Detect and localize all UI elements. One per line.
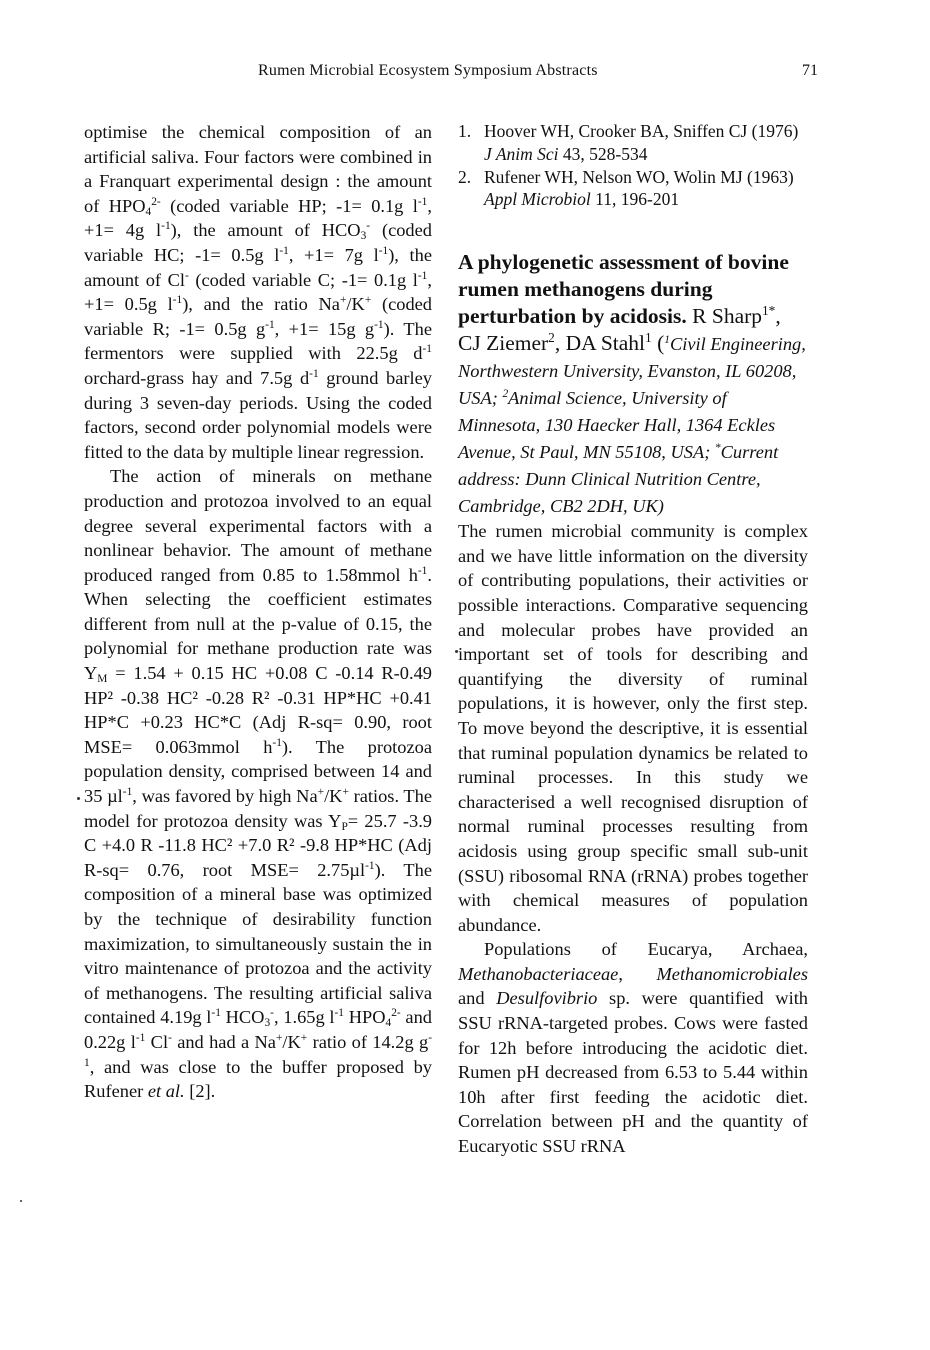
left-column xyxy=(84,120,432,1104)
paragraph-results: The action of minerals on methane production and protozoa involved to an equal degree several experimental factors with a nonlinear behavior. The amount of methane produced ranged from 0.85 to 1.58mmol $h^{-1}$. When selecting the coefficient estimates different from null at the p-value of 0.15, the polynomial for methane production rate was $Y_M = 1.54 + 0.15$ HC +0.08 C -0.14 R-0.49 HP² -0.38 HC² -0.28 R² -0.31 HP*HC +0.41 HP*C +0.23 HC*C (Adj R-sq= 0.90, root MSE= 0.063mmol $h^{-1}$). The protozoa population density, comprised between 14 and 35 µl$^{-1}$, was favored by high Na+/K+ ratios. The model for protozoa density was $Y_P= 25.7$ -3.9 C +4.0 R -11.8 HC² +7.0 R² -9.8 HP*HC (Adj R-sq= 0.76, root MSE= 2.75µl$^{-1}$). The composition of a mineral base was optimized by the technique of desirability function maximization, to simultaneously sustain the in vitro maintenance of protozoa and the activity of methanogens. The resulting artificial saliva contained 4.19g $l^{-1}$ $HCO_3^-$, 1.65g $l^{-1}$ $HPO_4^{2-}$ and 0.22g $l^{-1}$ Cl- and had a Na+/K+ ratio of 14.2g $g^{-1}$, and was close to the buffer proposed by Rufener et al. [2]. xyxy=(84,466,432,1102)
scan-speck xyxy=(455,650,458,653)
abstract-paragraph-intro: The rumen microbial community is complex and we have little information on the diversity of contributing populations, their activities or possible interactions. Comparative sequencing and molecular probes have provided an important set of tools for describing and quantifying the diversity of ruminal populations, it is however, only the first step. To move beyond the descriptive, it is essential that ruminal population dynamics be related to ruminal processes. In this study we characterised a well recognised disruption of normal ruminal processes resulting from acidosis using group specific small sub-unit (SSU) ribosomal RNA (rRNA) probes together with chemical measures of population abundance. xyxy=(458,521,808,935)
article-authors: R Sharp$^{1*}$, CJ Ziemer$^2$, DA Stahl$^1$ ( xyxy=(458,303,781,356)
paragraph-continued: optimise the chemical composition of an artificial saliva. Four factors were combined in a Franquart experimental design : the amount of $HPO_4^{2-}$ (coded variable HP; -1= 0.1g $l^{-1}$, +1= 4g $l^{-1}$), the amount of $HCO_3^-$ (coded variable HC; -1= 0.5g $l^{-1}$, +1= 7g $l^{-1}$), the amount of Cl- (coded variable C; -1= 0.1g $l^{-1}$, +1= 0.5g $l^{-1}$), and the ratio Na+/K+ (coded variable R; -1= 0.5g $g^{-1}$, +1= 15g $g^{-1}$). The fermentors were supplied with 22.5g $d^{-1}$ orchard-grass hay and 7.5g $d^{-1}$ ground barley during 3 seven-day periods. Using the coded factors, second order polynomial models were fitted to the data by multiple linear regression. xyxy=(84,122,433,462)
author-affiliations: $^1$Civil Engineering, Northwestern University, Evanston, IL 60208, USA; $^2$Animal Science, University of Minnesota, 130 Haecker Hall, 1364 Eckles Avenue, St Paul, MN 55108, USA; *Current address: Dunn Clinical Nutrition Centre, Cambridge, CB2 2DH, UK) xyxy=(458,334,806,517)
reference-list xyxy=(458,120,808,211)
right-column xyxy=(458,120,808,1159)
abstract-heading xyxy=(458,249,808,519)
article-title: A phylogenetic assessment of bovine rumen methanogens during perturbation by acidosis. xyxy=(458,250,789,329)
page-number: 71 xyxy=(802,62,818,79)
scan-speck xyxy=(20,1200,22,1202)
abstract-paragraph-methods: Populations of Eucarya, Archaea, Methanobacteriaceae, Methanomicrobiales and Desulfovibrio sp. were quantified with SSU rRNA-targeted probes. Cows were fasted for 12h before introducing the acidotic diet. Rumen pH decreased from 6.53 to 5.44 within 10h after first feeding the acidotic diet. Correlation between pH and the quantity of Eucaryotic SSU rRNA xyxy=(458,939,809,1157)
running-header xyxy=(0,62,930,84)
reference-item: 2. Rufener WH, Nelson WO, Wolin MJ (1963) Appl Microbiol 11, 196-201 xyxy=(458,166,794,210)
scan-speck xyxy=(77,797,80,800)
reference-item: 1. Hoover WH, Crooker BA, Sniffen CJ (1976) J Anim Sci 43, 528-534 xyxy=(458,121,799,164)
running-title: Rumen Microbial Ecosystem Symposium Abstracts xyxy=(258,62,598,79)
